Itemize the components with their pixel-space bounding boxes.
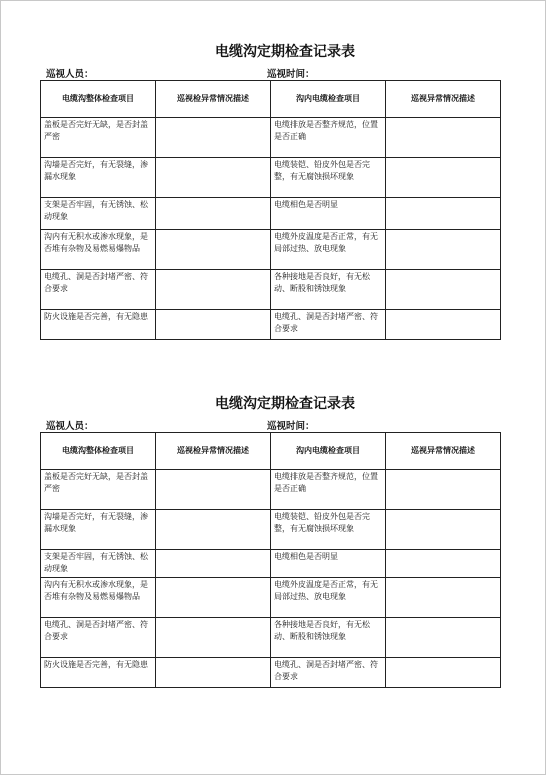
cable-check-item: 电缆相色是否明显 [271,550,386,578]
cable-check-item: 电缆装铠、铅皮外包是否完整，有无腐蚀损坏现象 [271,158,386,198]
cable-check-item: 电缆装铠、铅皮外包是否完整，有无腐蚀损坏现象 [271,510,386,550]
overall-anomaly-cell[interactable] [156,118,271,158]
cable-anomaly-cell[interactable] [386,470,501,510]
overall-check-item: 沟墙是否完好，有无裂缝，渗漏水现象 [41,510,156,550]
overall-anomaly-cell[interactable] [156,550,271,578]
form-meta [40,414,500,432]
column-header: 巡视异常情况描述 [386,433,501,470]
form-title: 电缆沟定期检查记录表 [215,44,355,60]
overall-anomaly-cell[interactable] [156,198,271,230]
cable-anomaly-cell[interactable] [386,270,501,310]
table-row [41,230,501,270]
cable-check-item: 电缆孔、洞是否封堵严密、符合要求 [271,658,386,688]
inspection-form [40,394,500,688]
cable-check-item: 各种接地是否良好，有无松动、断股和锈蚀现象 [271,618,386,658]
overall-anomaly-cell[interactable] [156,510,271,550]
overall-check-item: 盖板是否完好无缺，是否封盖严密 [41,118,156,158]
cable-check-item: 各种接地是否良好，有无松动、断股和锈蚀现象 [271,270,386,310]
overall-anomaly-cell[interactable] [156,270,271,310]
inspection-table [40,80,501,340]
cable-anomaly-cell[interactable] [386,550,501,578]
overall-check-item: 防火设施是否完善，有无隐患 [41,658,156,688]
overall-check-item: 支架是否牢固，有无锈蚀、松动现象 [41,198,156,230]
table-header-row [41,433,501,470]
overall-anomaly-cell[interactable] [156,470,271,510]
table-row [41,550,501,578]
column-header: 沟内电缆检查项目 [271,81,386,118]
table-row [41,618,501,658]
table-row [41,198,501,230]
column-header: 沟内电缆检查项目 [271,433,386,470]
inspection-table [40,432,501,688]
table-header-row [41,81,501,118]
overall-anomaly-cell[interactable] [156,618,271,658]
overall-check-item: 电缆孔、洞是否封堵严密、符合要求 [41,618,156,658]
table-row [41,470,501,510]
inspection-form [40,42,500,340]
cable-check-item: 电缆排放是否整齐规范，位置是否正确 [271,470,386,510]
overall-check-item: 支架是否牢固，有无锈蚀、松动现象 [41,550,156,578]
column-header: 巡视检异常情况描述 [156,433,271,470]
overall-check-item: 盖板是否完好无缺，是否封盖严密 [41,470,156,510]
inspection-time-label: 巡视时间： [267,69,315,80]
column-header: 巡视检异常情况描述 [156,81,271,118]
column-header: 电缆沟整体检查项目 [41,433,156,470]
table-row [41,270,501,310]
cable-anomaly-cell[interactable] [386,310,501,340]
inspection-time-label: 巡视时间： [267,421,315,432]
overall-check-item: 沟内有无积水或渗水现象，是否堆有杂物及易燃易爆物品 [41,230,156,270]
overall-check-item: 电缆孔、洞是否封堵严密、符合要求 [41,270,156,310]
cable-anomaly-cell[interactable] [386,158,501,198]
cable-anomaly-cell[interactable] [386,658,501,688]
cable-anomaly-cell[interactable] [386,230,501,270]
cable-check-item: 电缆外皮温度是否正常，有无局部过热、放电现象 [271,230,386,270]
form-title: 电缆沟定期检查记录表 [215,396,355,412]
cable-anomaly-cell[interactable] [386,118,501,158]
cable-check-item: 电缆排放是否整齐规范，位置是否正确 [271,118,386,158]
inspector-label: 巡视人员： [46,421,94,432]
table-row [41,510,501,550]
cable-anomaly-cell[interactable] [386,510,501,550]
overall-anomaly-cell[interactable] [156,310,271,340]
overall-anomaly-cell[interactable] [156,658,271,688]
overall-check-item: 防火设施是否完善，有无隐患 [41,310,156,340]
table-row [41,658,501,688]
cable-anomaly-cell[interactable] [386,578,501,618]
table-row [41,158,501,198]
overall-anomaly-cell[interactable] [156,158,271,198]
overall-check-item: 沟内有无积水或渗水现象，是否堆有杂物及易燃易爆物品 [41,578,156,618]
overall-check-item: 沟墙是否完好，有无裂缝，渗漏水现象 [41,158,156,198]
cable-check-item: 电缆外皮温度是否正常，有无局部过热、放电现象 [271,578,386,618]
inspector-label: 巡视人员： [46,69,94,80]
table-row [41,310,501,340]
form-meta [40,62,500,80]
column-header: 电缆沟整体检查项目 [41,81,156,118]
cable-check-item: 电缆孔、洞是否封堵严密、符合要求 [271,310,386,340]
cable-anomaly-cell[interactable] [386,198,501,230]
cable-check-item: 电缆相色是否明显 [271,198,386,230]
column-header: 巡视异常情况描述 [386,81,501,118]
overall-anomaly-cell[interactable] [156,230,271,270]
table-row [41,578,501,618]
overall-anomaly-cell[interactable] [156,578,271,618]
table-row [41,118,501,158]
cable-anomaly-cell[interactable] [386,618,501,658]
